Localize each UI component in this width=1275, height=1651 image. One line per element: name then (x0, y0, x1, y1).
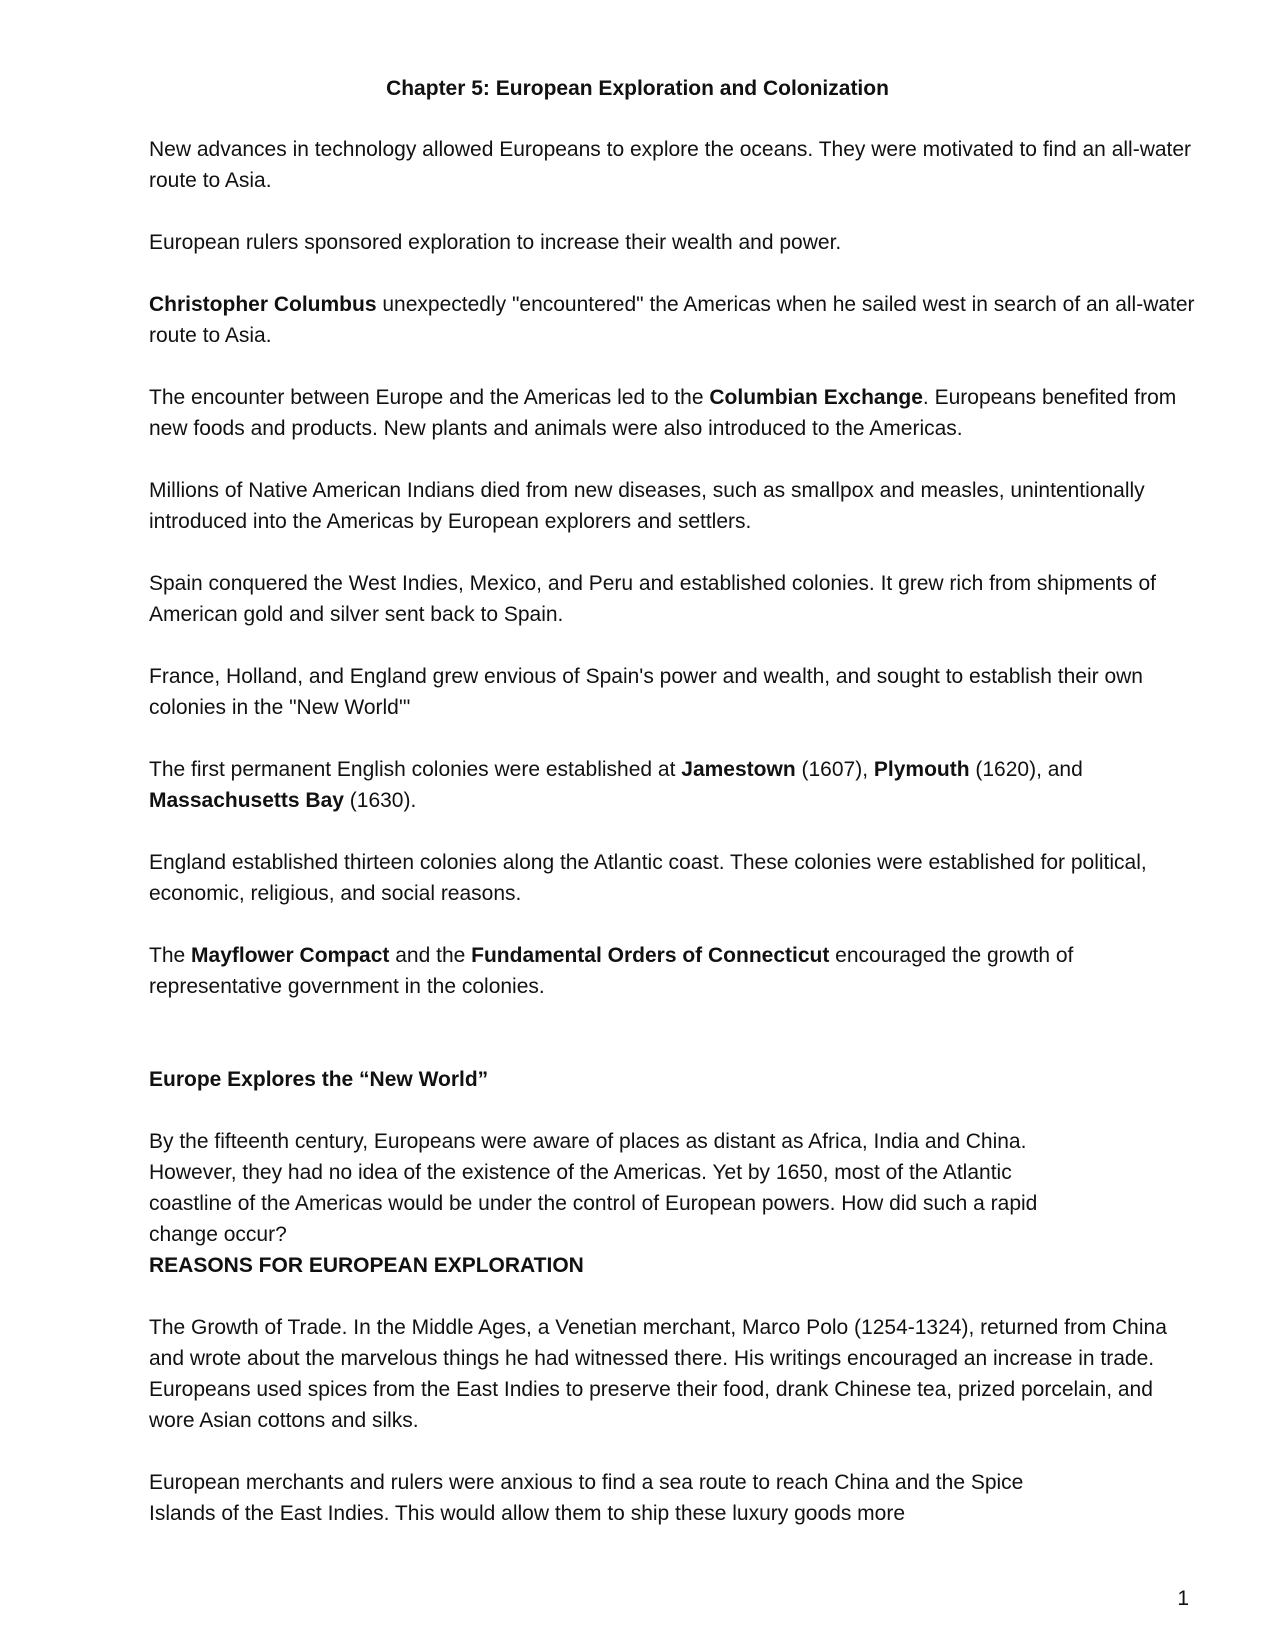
paragraph-columbian-exchange (149, 382, 1199, 444)
paragraph-spain: Spain conquered the West Indies, Mexico, and Peru and established colonies. It grew rich from shipments of American gold and silver sent back to Spain. (149, 572, 1156, 626)
paragraph-english-colonies (149, 754, 1199, 816)
paragraph-technology: New advances in technology allowed Europeans to explore the oceans. They were motivated to find an all-water route to Asia. (149, 138, 1192, 192)
text-fragment: (1630). (343, 789, 417, 812)
paragraph-rulers: European rulers sponsored exploration to increase their wealth and power. (149, 231, 842, 254)
section-heading: Europe Explores the “New World” (149, 1068, 489, 1091)
paragraph-representative-government (149, 940, 1199, 1002)
document-body (149, 134, 1199, 1560)
text-fragment: unexpectedly "encountered" the Americas when he sailed west in search of an all-water route to Asia. (149, 293, 1195, 347)
term-plymouth: Plymouth (873, 758, 970, 781)
paragraph-fifteenth-century: By the fifteenth century, Europeans were aware of places as distant as Africa, India and China. However, they had no idea of the existence of the Americas. Yet by 1650, most of the Atlantic coastline of the Americas would be under the control of European powers. How did such a rapid change occur? (149, 1130, 1038, 1246)
text-fragment: The (149, 944, 192, 967)
text-fragment: and the (389, 944, 472, 967)
term-jamestown: Jamestown (681, 758, 796, 781)
term-massachusetts-bay: Massachusetts Bay (149, 789, 344, 812)
paragraph-rivals: France, Holland, and England grew envious of Spain's power and wealth, and sought to establish their own colonies in the "New World'" (149, 665, 1143, 719)
text-fragment: The first permanent English colonies were established at (149, 758, 682, 781)
paragraph-growth-of-trade: The Growth of Trade. In the Middle Ages, a Venetian merchant, Marco Polo (1254-1324), returned from China and wrote about the marvelous things he had witnessed there. His writings encouraged an increase in trade. Europeans used spices from the East Indies to preserve their food, drank Chinese tea, prized porcelain, and wore Asian cottons and silks. (149, 1316, 1167, 1432)
page-title: Chapter 5: European Exploration and Colonization (386, 77, 889, 100)
paragraph-columbus (149, 289, 1199, 351)
text-fragment: (1620), and (969, 758, 1083, 781)
paragraph-diseases: Millions of Native American Indians died from new diseases, such as smallpox and measles, unintentionally introduced into the Americas by European explorers and settlers. (149, 479, 1145, 533)
term-columbian-exchange: Columbian Exchange (709, 386, 923, 409)
term-mayflower-compact: Mayflower Compact (191, 944, 390, 967)
term-christopher-columbus: Christopher Columbus (149, 293, 377, 316)
spacer (149, 1033, 1199, 1064)
text-fragment: The encounter between Europe and the Americas led to the (149, 386, 710, 409)
page-number: 1 (1177, 1587, 1189, 1610)
paragraph-thirteen-colonies: England established thirteen colonies along the Atlantic coast. These colonies were established for political, economic, religious, and social reasons. (149, 851, 1147, 905)
paragraph-sea-route: European merchants and rulers were anxious to find a sea route to reach China and the Spice Islands of the East Indies. This would allow them to ship these luxury goods more (149, 1471, 1024, 1525)
subheading-reasons: REASONS FOR EUROPEAN EXPLORATION (149, 1254, 584, 1277)
text-fragment: . Europeans benefited from new foods and products. New plants and animals were also introduced to the Americas. (149, 386, 1177, 440)
text-fragment: (1607), (795, 758, 874, 781)
term-fundamental-orders: Fundamental Orders of Connecticut (471, 944, 830, 967)
text-fragment: encouraged the growth of representative government in the colonies. (149, 944, 1074, 998)
